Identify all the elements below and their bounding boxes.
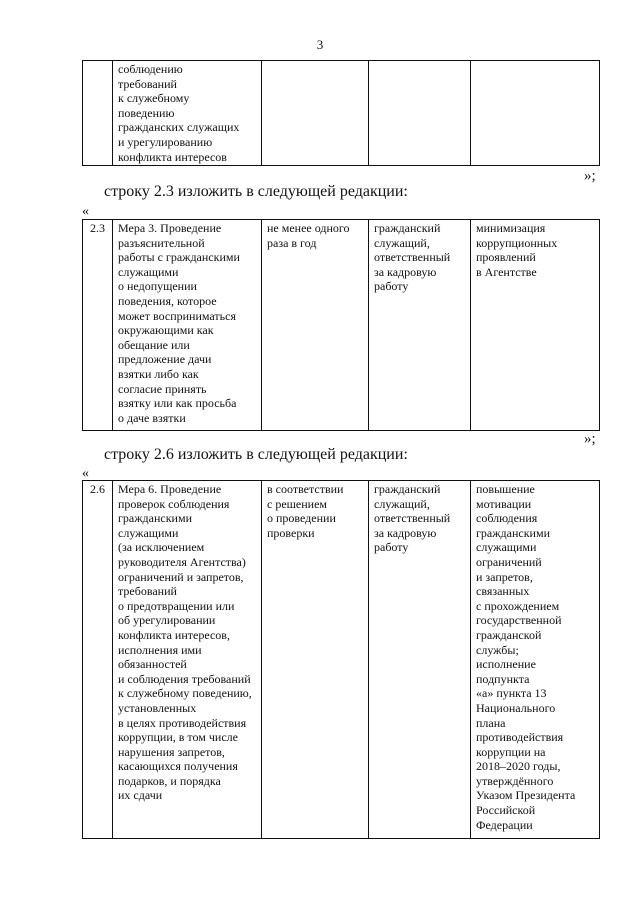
measure-text: соблюдению требований к служебному поведению гражданских служащих и урегулированию конфликта интересов xyxy=(118,62,240,164)
result-cell xyxy=(471,481,600,839)
amendment-instruction: строку 2.3 изложить в следующей редакции: xyxy=(104,183,408,200)
closing-quote-mark: »; xyxy=(584,431,596,447)
responsible-cell xyxy=(369,61,471,166)
row-number-cell xyxy=(83,61,113,166)
result-cell xyxy=(471,220,600,431)
table-row xyxy=(83,220,600,431)
row-number-cell: 2.6 xyxy=(83,481,113,839)
deadline-text: в соответствии с решением о проведении проверки xyxy=(267,482,344,540)
row-2-6-table xyxy=(82,480,600,839)
page-number: 3 xyxy=(316,37,324,52)
deadline-cell xyxy=(262,481,369,839)
table-row xyxy=(83,61,600,166)
result-text: повышение мотивации соблюдения гражданскими служащими ограничений и запретов, связанных с прохождением государственной гражданской службы; исполнение подпункта «а» пункта 13 Национального плана противодействия коррупции на 2018–2020 годы, утверждённого Указом Президента Российской Федерации xyxy=(476,482,576,832)
deadline-text: не менее одного раза в год xyxy=(267,221,350,250)
measure-cell xyxy=(113,61,262,166)
opening-quote-mark: « xyxy=(82,204,89,219)
responsible-cell xyxy=(369,220,471,431)
amendment-instruction: строку 2.6 изложить в следующей редакции: xyxy=(104,446,408,463)
result-cell xyxy=(471,61,600,166)
row-number-cell: 2.3 xyxy=(83,220,113,431)
responsible-text: гражданский служащий, ответственный за кадровую работу xyxy=(374,221,451,294)
table-row xyxy=(83,481,600,839)
row-2-3-table xyxy=(82,219,600,431)
result-text: минимизация коррупционных проявлений в Агентстве xyxy=(476,221,558,279)
measure-cell xyxy=(113,481,262,839)
opening-quote-mark: « xyxy=(82,466,89,481)
responsible-cell xyxy=(369,481,471,839)
deadline-cell xyxy=(262,61,369,166)
measure-text: Мера 6. Проведение проверок соблюдения гражданскими служащими (за исключением руководителя Агентства) ограничений и запретов, требований о предотвращении или об урегулировании конфликта интересов, исполнения ими обязанностей и соблюдения требований к служебному поведению, установленных в целях противодействия коррупции, в том числе нарушения запретов, касающихся получения подарков, и порядка их сдачи xyxy=(118,482,252,803)
deadline-cell xyxy=(262,220,369,431)
measure-cell xyxy=(113,220,262,431)
continuation-table xyxy=(82,60,600,166)
measure-text: Мера 3. Проведение разъяснительной работы с гражданскими служащими о недопущении поведения, которое может восприниматься окружающими как обещание или предложение дачи взятки либо как согласие принять взятку или как просьба о даче взятки xyxy=(118,221,240,425)
responsible-text: гражданский служащий, ответственный за кадровую работу xyxy=(374,482,451,555)
closing-quote-mark: »; xyxy=(584,168,596,184)
